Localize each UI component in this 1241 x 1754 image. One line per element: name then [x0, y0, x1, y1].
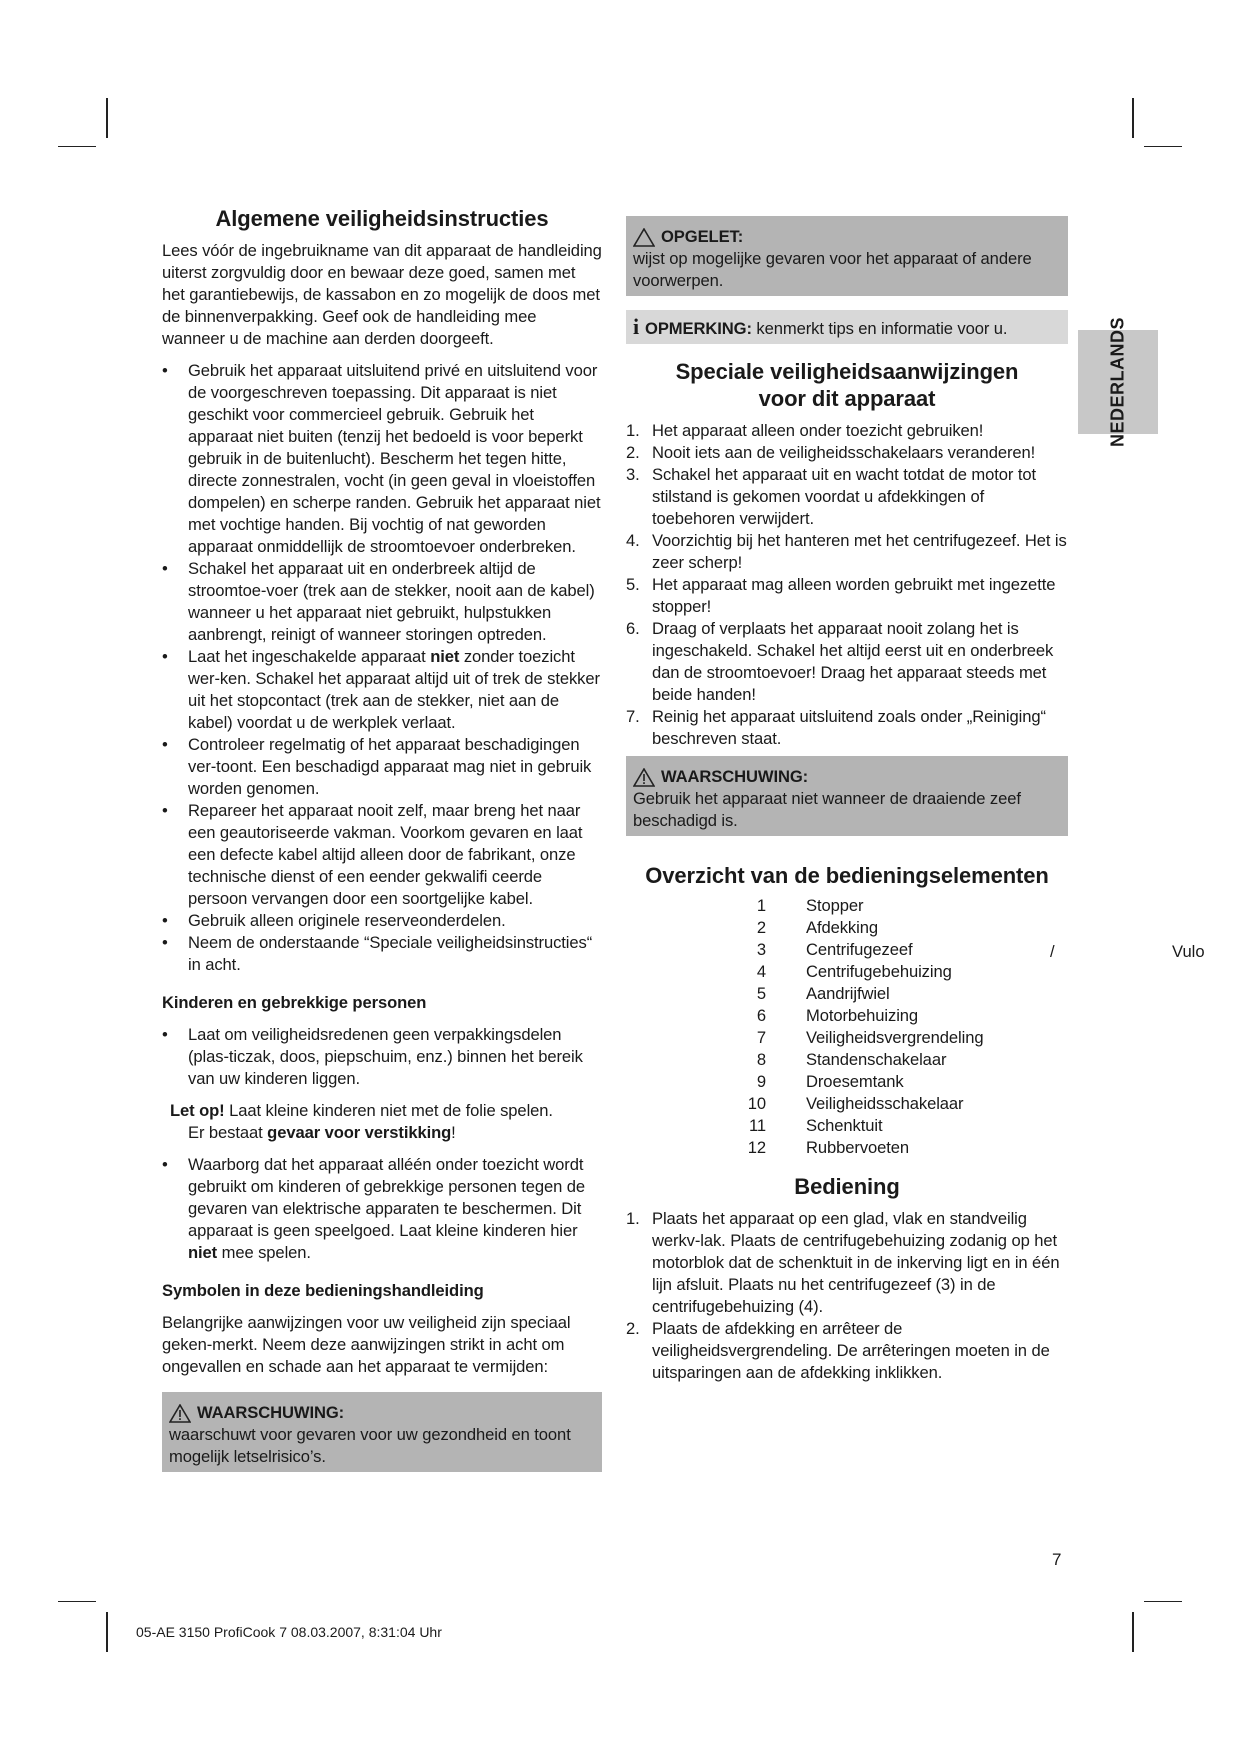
kids-bullet: • Laat om veiligheidsredenen geen verpakkingsdelen (plas-ticzak, doos, piepschuim, enz.) binnen het bereik van uw kinderen liggen. [162, 1025, 583, 1088]
list-item: 5. Het apparaat mag alleen worden gebruikt met ingezette stopper! [626, 575, 1056, 616]
warning-triangle-icon [633, 768, 655, 787]
safety-bullet: • Neem de onderstaande “Speciale veiligheidsinstructies“ in acht. [162, 933, 593, 974]
list-item: 7. Reinig het apparaat uitsluitend zoals onder „Reiniging“ beschreven staat. [626, 707, 1046, 748]
info-i-icon: i [633, 314, 640, 339]
safety-bullet: • Gebruik alleen originele reserveonderdelen. [162, 911, 506, 930]
stray-text-vulo: Vulo [1172, 942, 1205, 961]
overview-table: 1 Stopper 2 Afdekking 3 Centrifugezeef 4 Centrifugebehuizing 5 Aandrijfwiel 6 Motorbehuizing 7 Veiligheidsvergrendeling 8 Standenschakelaar 9 Droesemtank 10 Veiligheidsschakelaar 11 Schenktuit 12 Rubbervoeten [747, 896, 984, 1157]
list-item: 2. Nooit iets aan de veiligheidsschakelaars veranderen! [626, 443, 1036, 462]
left-column [162, 205, 602, 1472]
crop-mark [58, 146, 96, 147]
list-item: 2. Plaats de afdekking en arrêteer de veiligheidsvergrendeling. De arrêteringen moeten in de uitsparingen aan de afdekking inklikken. [626, 1319, 1050, 1382]
safety-bullet: • Repareer het apparaat nooit zelf, maar breng het naar een geautoriseerde vakman. Voorkom gevaren en laat een defecte kabel altijd alleen door de fabrikant, onze technische dienst of een eender gekwalifi ceerde persoon vervangen door een soortgelijke kabel. [162, 801, 583, 908]
warning-box: WAARSCHUWING: Gebruik het apparaat niet wanneer de draaiende zeef beschadigd is. [626, 756, 1068, 836]
safety-bullet: • Schakel het apparaat uit en onderbreek altijd de stroomtoe-voer (trek aan de stekker, nooit aan de kabel) wanneer u het apparaat niet gebruikt, hulpstukken aanbrengt, reinigt of wanneer storingen optreden. [162, 559, 595, 644]
symbols-section-title: Symbolen in deze bedieningshandleiding [162, 1281, 484, 1300]
crop-mark [106, 1612, 108, 1652]
list-item: 6. Draag of verplaats het apparaat nooit zolang het is ingeschakeld. Schakel het altijd eerst uit en onderbreek dan de stroomtoevoer! Draag het apparaat steeds met beide handen! [626, 619, 1054, 704]
operation-title: Bediening [794, 1174, 900, 1199]
symbols-paragraph: Belangrijke aanwijzingen voor uw veiligheid zijn speciaal geken-merkt. Neem deze aanwijzingen strikt in acht om ongevallen en schade aan het apparaat te vermijden: [162, 1313, 571, 1376]
general-safety-title: Algemene veiligheidsinstructies [215, 206, 549, 231]
special-safety-title: Speciale veiligheidsaanwijzingen voor dit apparaat [675, 359, 1019, 411]
safety-bullet: • Gebruik het apparaat uitsluitend privé en uitsluitend voor de voorgeschreven toepassing. Dit apparaat is niet geschikt voor commercieel gebruik. Gebruik het apparaat niet buiten (tenzij het bedoeld is voor beperkt gebruik in de buitenlucht). Bescherm het tegen hitte, directe zonnestralen, vocht (in geen geval in vloeistoffen dompelen) en scherpe randen. Gebruik het apparaat niet met vochtige handen. Bij vochtig of nat geworden apparaat onmiddellijk de stroomtoevoer onderbreken. [162, 361, 601, 556]
kids-section-title: Kinderen en gebrekkige personen [162, 993, 427, 1012]
intro-paragraph: Lees vóór de ingebruikname van dit apparaat de handleiding uiterst zorgvuldig door en bewaar deze goed, samen met het garantiebewijs, de kassabon en zo mogelijk de doos met de binnenverpakking. Geef ook de handleiding mee wanneer u de machine aan derden doorgeeft. [162, 241, 602, 348]
special-list [626, 420, 1068, 750]
list-item: 1. Het apparaat alleen onder toezicht gebruiken! [626, 421, 984, 440]
language-tab: NEDERLANDS [1078, 330, 1158, 434]
letop-note: Let op! Laat kleine kinderen niet met de folie spelen. Er bestaat gevaar voor verstikking! [170, 1101, 553, 1142]
crop-mark [1132, 98, 1134, 138]
list-item: 4. Voorzichtig bij het hanteren met het centrifugezeef. Het is zeer scherp! [626, 531, 1067, 572]
note-box: i OPMERKING: kenmerkt tips en informatie voor u. [626, 310, 1068, 344]
stray-slash: / [1050, 942, 1055, 961]
crop-mark [58, 1601, 96, 1602]
warning-triangle-icon [169, 1404, 191, 1423]
warning-box: WAARSCHUWING: waarschuwt voor gevaren voor uw gezondheid en toont mogelijk letselrisico’s. [162, 1392, 602, 1472]
overview-title: Overzicht van de bedieningselementen [645, 863, 1049, 888]
crop-mark [1144, 1601, 1182, 1602]
caution-box: OPGELET: wijst op mogelijke gevaren voor het apparaat of andere voorwerpen. [626, 216, 1068, 296]
page-number: 7 [1052, 1550, 1062, 1569]
kids-bullet: • Waarborg dat het apparaat alléén onder toezicht wordt gebruikt om kinderen of gebrekkige personen tegen de gevaren van elektrische apparaten te beschermen. Dit apparaat is geen speelgoed. Laat kleine kinderen hier niet mee spelen. [162, 1155, 586, 1262]
list-item: 1. Plaats het apparaat op een glad, vlak en standveilig werkv-lak. Plaats de centrifugebehuizing zodanig op het motorblok dat de schenktuit in de inkerving ligt en in één lijn afsluit. Plaats nu het centrifugezeef (3) in de centrifugebehuizing (4). [626, 1209, 1060, 1316]
right-column [626, 216, 1068, 1384]
caution-triangle-icon [633, 228, 655, 247]
crop-mark [1132, 1612, 1134, 1652]
operation-list [626, 1208, 1068, 1384]
safety-bullet: • Controleer regelmatig of het apparaat beschadigingen ver-toont. Een beschadigd apparaat mag niet in gebruik worden genomen. [162, 735, 592, 798]
crop-mark [106, 98, 108, 138]
crop-mark [1144, 146, 1182, 147]
list-item: 3. Schakel het apparaat uit en wacht totdat de motor tot stilstand is gekomen voordat u afdekkingen of toebehoren verwijdert. [626, 465, 1036, 528]
safety-bullet: • Laat het ingeschakelde apparaat niet zonder toezicht wer-ken. Schakel het apparaat altijd uit of trek de stekker uit het stopcontact (trek aan de stekker, niet aan de kabel) voordat u de werkplek verlaat. [162, 647, 600, 732]
print-footer: 05-AE 3150 ProfiCook 7 08.03.2007, 8:31:04 Uhr [136, 1624, 442, 1640]
